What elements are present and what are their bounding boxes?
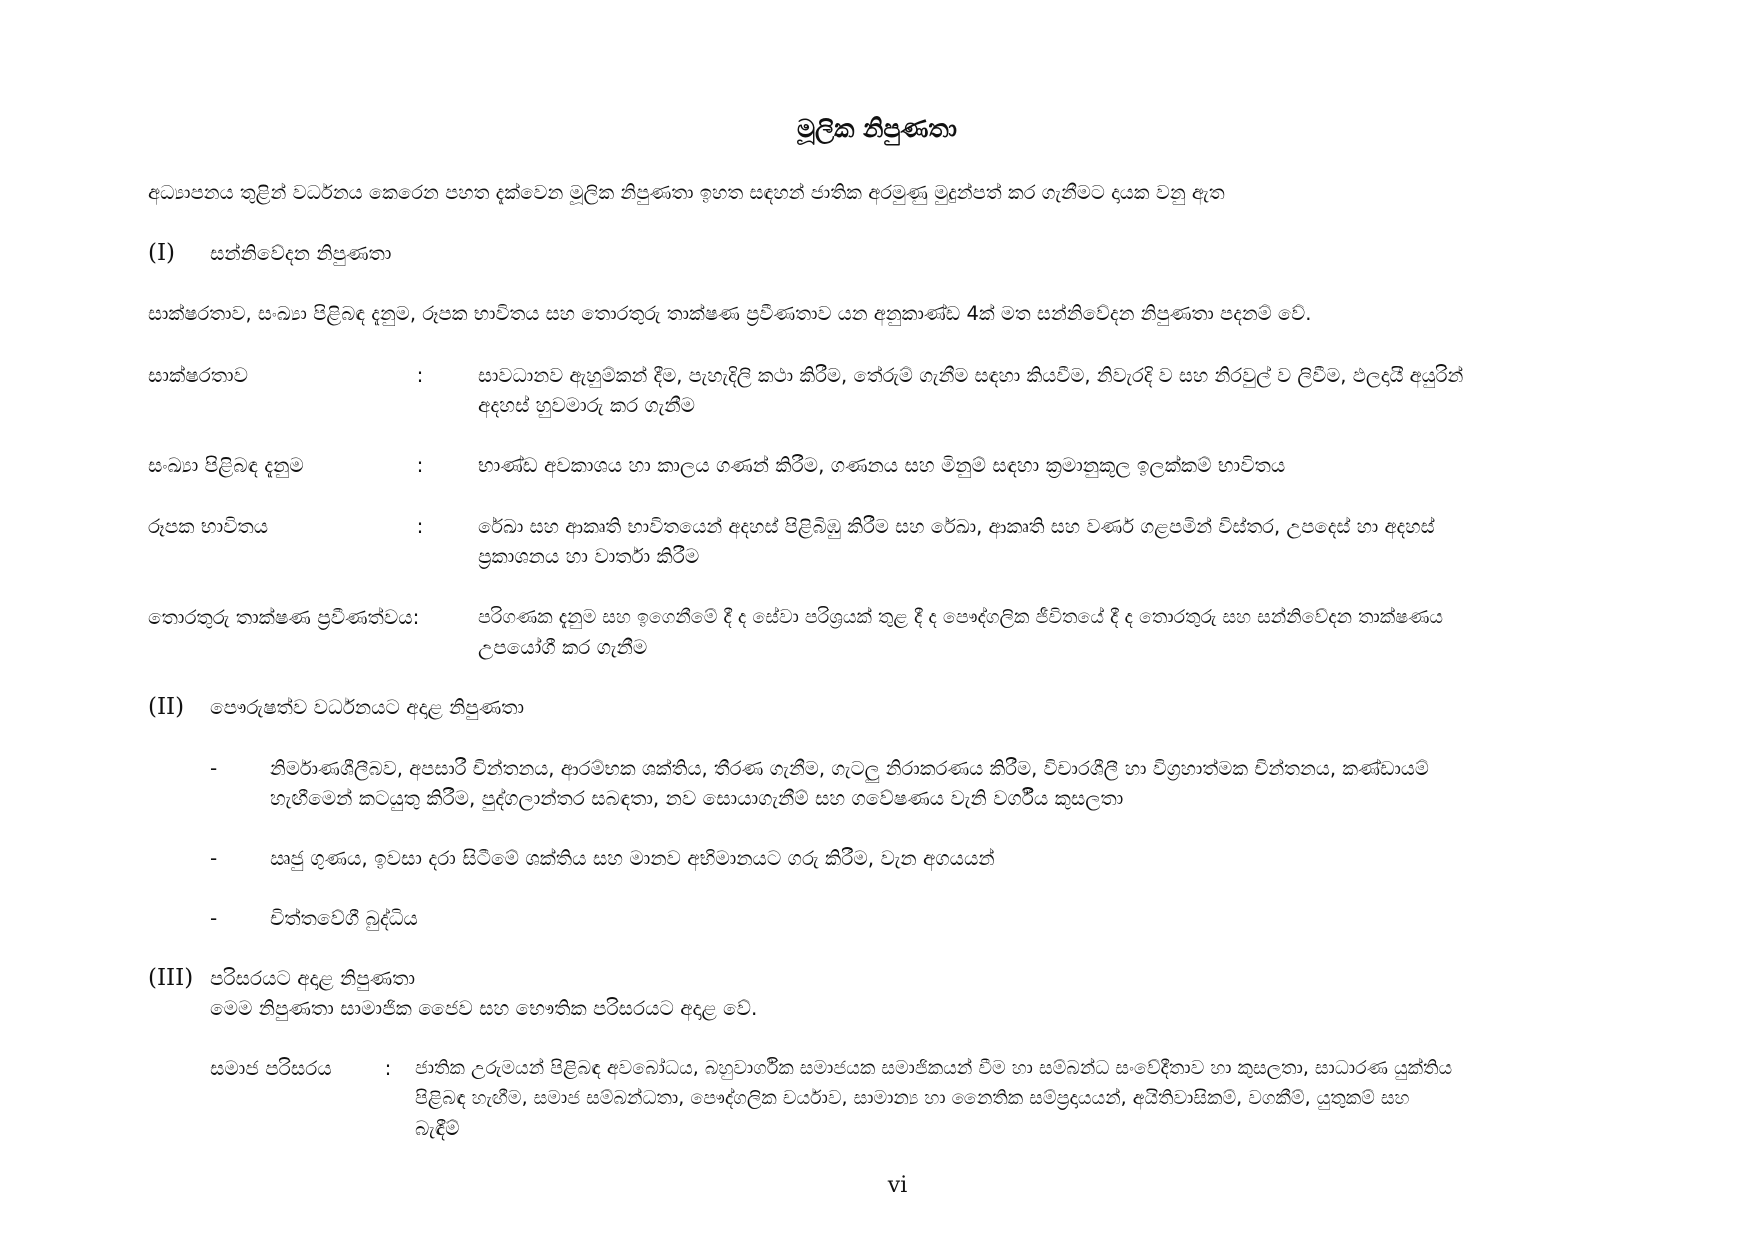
section-1-description: සාක්ෂරතාව, සංඛ්‍යා පිළිබඳ දැනුම, රූපක භාවිතය සහ තොරතුරු තාක්ෂණ ප්‍රවීණතාව යන අනුකාණ්ඩ 4ක් මත සන්නිවේදන නිපුණතා පදනම් වේ. — [148, 302, 1312, 325]
bullet-line: ඍජු ගුණය, ඉවසා දරා සිටීමේ ශක්තිය සහ මානව අභිමානයට ගරු කිරීම, වැන අගයයන් — [270, 846, 995, 870]
definition-line: භාණ්ඩ අවකාශය හා කාලය ගණන් කිරීම, ගණනය සහ මිනුම් සඳහා ක්‍රමානුකූල ඉලක්කම් භාවිතය — [478, 453, 1286, 477]
definition-line: සාවධානව ඇහුම්කන් දීම, පැහැදිලි කථා කිරීම, තේරුම් ගැනීම සඳහා කියවීම, නිවැරදි ව සහ නිරවුල් ව ලිවීම, ඵලදායී අයුරින් — [478, 364, 1464, 387]
term-literacy: සාක්ෂරතාව — [148, 363, 249, 387]
definition-line: පිළිබඳ හැඟීම, සමාජ සම්බන්ධතා, පෞද්ගලික චර්යාව, සාමාන්‍ය හා නෛතික සම්ප්‍රදායයන්, අයිතිවාසිකම්, වගකීම්, යුතුකම් සහ — [415, 1087, 1410, 1109]
term-it-proficiency: තොරතුරු තාක්ෂණ ප්‍රවීණත්වය: — [148, 605, 420, 629]
section-2-heading: පෞරුෂත්ව වර්ධනයට අදාළ නිපුණතා — [210, 695, 525, 719]
section-3-heading: පරිසරයට අදාළ නිපුණතා — [210, 966, 416, 990]
bullet-line: නිර්මාණශීලීබව, අපසාරී චින්තනය, ආරම්භක ශක්තිය, තීරණ ගැනීම, ගැටලු නිරාකරණය කිරීම, විචාරශීලී හා විග්‍රහාත්මක චින්තනය, කණ්ඩායම් — [270, 757, 1429, 780]
page-number: vi — [887, 1173, 908, 1198]
section-2-number: (II) — [148, 694, 185, 720]
term-social-environment: සමාජ පරිසරය — [210, 1056, 332, 1080]
bullet-line: චිත්තවේගී බුද්ධිය — [270, 906, 418, 930]
section-3-subheading: මෙම නිපුණතා සාමාජික ජෛව සහ භෞතික පරිසරයට අදාළ වේ. — [210, 996, 758, 1020]
section-1-number: (I) — [148, 240, 176, 266]
bullet-dash: - — [210, 846, 218, 870]
bullet-line: හැඟීමෙන් කටයුතු කිරීම, පුද්ගලාන්තර සබඳතා, නව සොයාගැනීම් සහ ගවේෂණය වැනි වර්ගීය කුසලතා — [270, 786, 1124, 810]
section-1-heading: සන්නිවේදන නිපුණතා — [210, 241, 392, 265]
term-numeracy: සංඛ්‍යා පිළිබඳ දැනුම — [148, 453, 304, 477]
term-colon: : — [384, 1056, 392, 1080]
intro-paragraph: අධ්‍යාපනය තුළින් වර්ධනය කෙරෙන පහත දැක්වෙන මූලික නිපුණතා ඉහත සඳහන් ජාතික අරමුණු මුදුන්පත් කර ගැනීමට දායක වනු ඇත — [148, 181, 1225, 204]
definition-line: බැඳීම් — [415, 1116, 460, 1140]
term-colon: : — [416, 514, 424, 538]
definition-line: රේඛා සහ ආකෘති භාවිතයෙන් අදහස් පිළිබිඹු කිරීම සහ රේඛා, ආකෘති සහ වර්ණ ගළපමින් විස්තර, උපදෙස් හා අදහස් — [478, 515, 1435, 538]
section-3-number: (III) — [148, 965, 194, 991]
bullet-dash: - — [210, 756, 218, 780]
bullet-dash: - — [210, 906, 218, 930]
definition-line: උපයෝගී කර ගැනීම — [478, 635, 648, 659]
term-colon: : — [416, 363, 424, 387]
page-title: මූලික නිපුණතා — [797, 114, 957, 143]
term-graphics: රූපක භාවිතය — [148, 514, 269, 538]
definition-line: අදහස් හුවමාරු කර ගැනීම — [478, 393, 696, 417]
term-colon: : — [416, 453, 424, 477]
definition-line: පරිගණක දැනුම සහ ඉගෙනීමේ දී ද සේවා පරිශ්‍රයක් තුළ දී ද පෞද්ගලික ජීවිතයේ දී ද තොරතුරු සහ සන්නිවේදන තාක්ෂණය — [478, 606, 1444, 628]
definition-line: ජාතික උරුමයන් පිළිබඳ අවබෝධය, බහුවාර්ගික සමාජයක සමාජිකයන් වීම හා සම්බන්ධ සංවේදීතාව හා කුසලතා, සාධාරණ යුක්තිය — [415, 1057, 1453, 1079]
definition-line: ප්‍රකාශනය හා වාර්තා කිරීම — [478, 544, 700, 568]
